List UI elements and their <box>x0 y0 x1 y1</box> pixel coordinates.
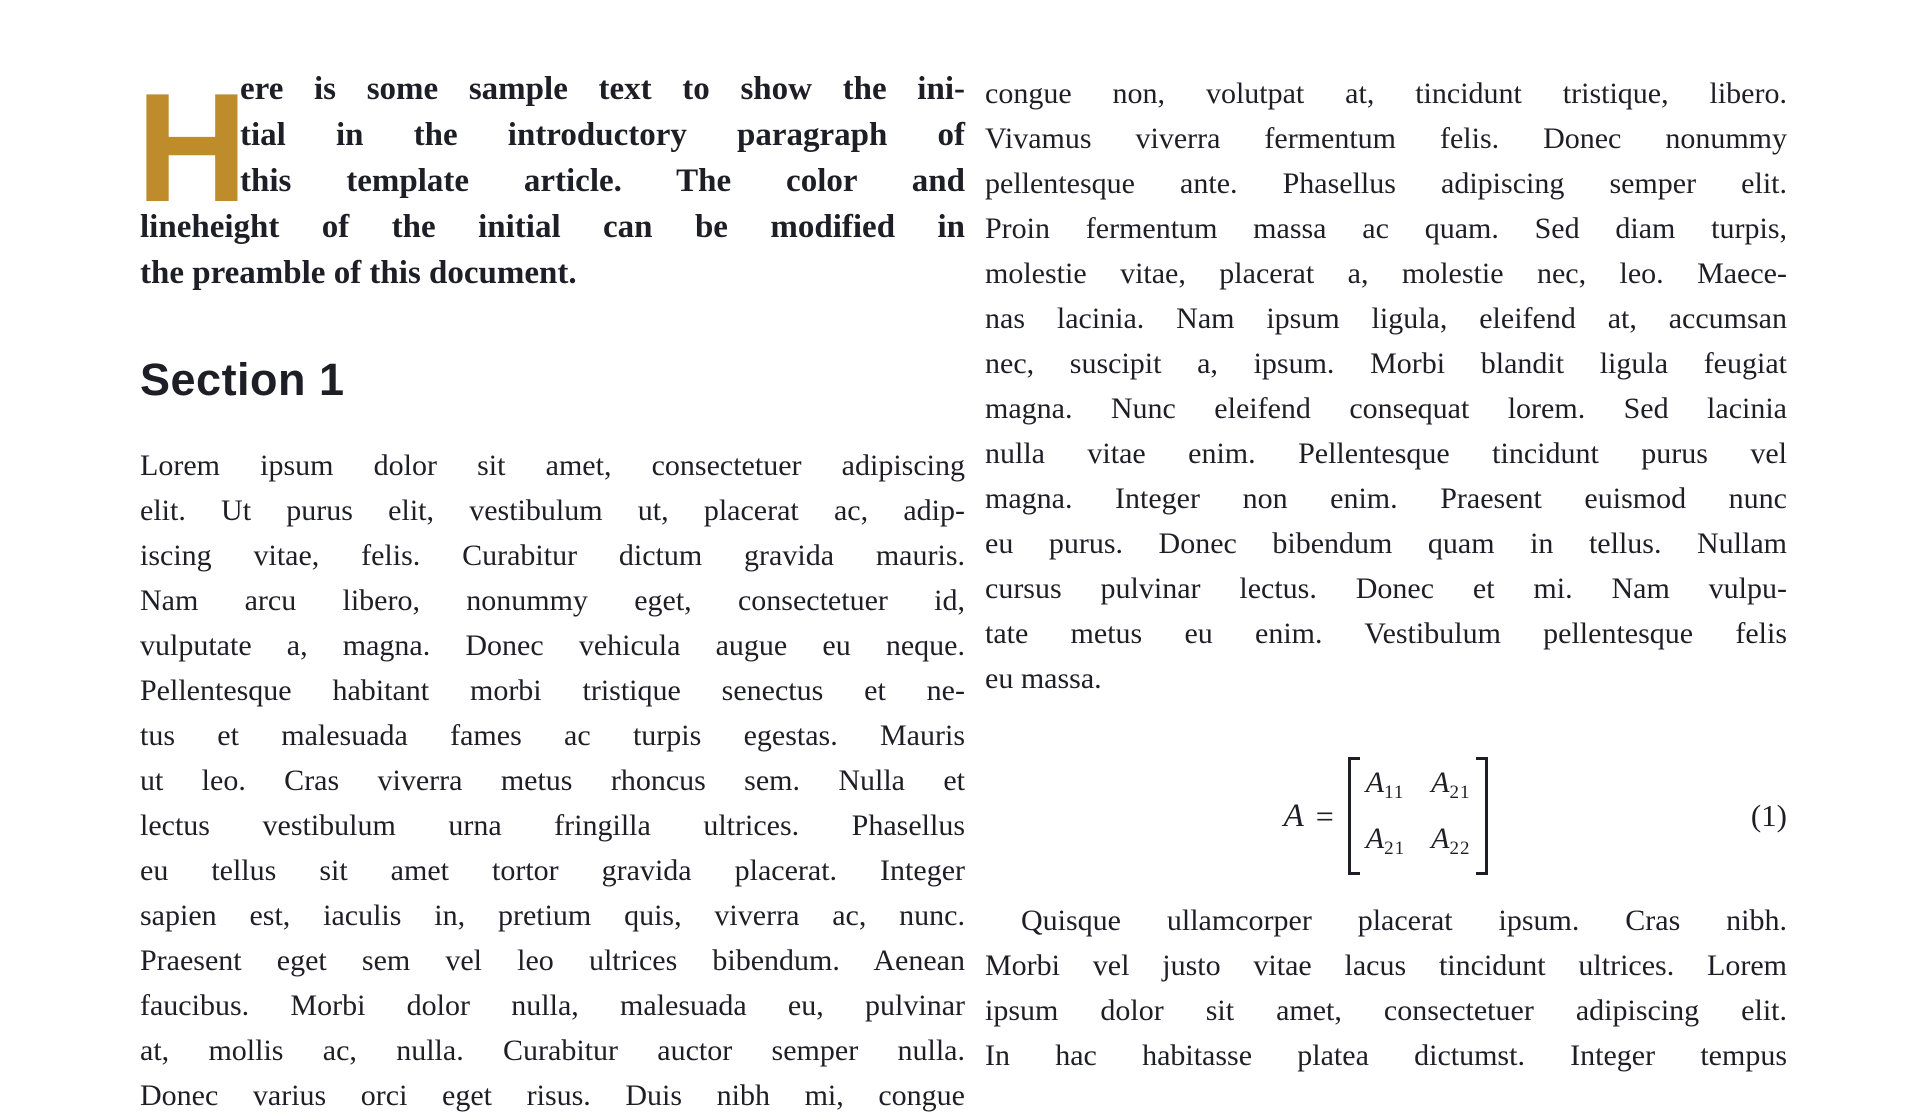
quisque-paragraph <box>985 898 1787 1078</box>
left-column <box>136 0 965 1118</box>
text-line: iscing vitae, felis. Curabitur dictum gravida mauris. <box>140 539 965 572</box>
text-line: at, mollis ac, nulla. Curabitur auctor semper nulla. <box>140 1034 965 1067</box>
right-column <box>985 0 1787 1078</box>
text-line: lineheight of the initial can be modified in <box>140 209 965 245</box>
continued-paragraph <box>985 71 1787 701</box>
text-line: elit. Ut purus elit, vestibulum ut, placerat ac, adip- <box>140 494 965 527</box>
text-line-cutoff: Donec varius orci eget risus. Duis nibh mi, congue <box>140 1079 965 1112</box>
text-line: nas lacinia. Nam ipsum ligula, eleifend at, accumsan <box>985 302 1787 335</box>
equation-number: (1) <box>1750 798 1787 833</box>
text-line: lectus vestibulum urna fringilla ultrices. Phasellus <box>140 809 965 842</box>
matrix-cell: $A_{11}$ <box>1365 766 1405 803</box>
text-line: eu tellus sit amet tortor gravida placerat. Integer <box>140 854 965 887</box>
text-line: Quisque ullamcorper placerat ipsum. Cras nibh. <box>1021 904 1787 937</box>
equation <box>985 761 1787 871</box>
text-line: magna. Nunc eleifend consequat lorem. Sed lacinia <box>985 392 1787 425</box>
text-line: the preamble of this document. <box>140 255 577 291</box>
text-line: ipsum dolor sit amet, consectetuer adipiscing elit. <box>985 994 1787 1027</box>
text-line: magna. Integer non enim. Praesent euismod nunc <box>985 482 1787 515</box>
text-line: Proin fermentum massa ac quam. Sed diam turpis, <box>985 212 1787 245</box>
text-line: molestie vitae, placerat a, molestie nec, leo. Maece- <box>985 257 1787 290</box>
equals-sign: = <box>1315 797 1334 834</box>
text-line: cursus pulvinar lectus. Donec et mi. Nam vulpu- <box>985 572 1787 605</box>
text-line: Praesent eget sem vel leo ultrices bibendum. Aenean <box>140 944 965 977</box>
matrix <box>1348 757 1489 875</box>
text-line: nec, suscipit a, ipsum. Morbi blandit ligula feugiat <box>985 347 1787 380</box>
matrix-bracket-right <box>1476 757 1488 875</box>
text-line: sapien est, iaculis in, pretium quis, viverra ac, nunc. <box>140 899 965 932</box>
text-line: tate metus eu enim. Vestibulum pellentesque felis <box>985 617 1787 650</box>
text-line: Nam arcu libero, nonummy eget, consectetuer id, <box>140 584 965 617</box>
text-line: pellentesque ante. Phasellus adipiscing semper elit. <box>985 167 1787 200</box>
text-line: Lorem ipsum dolor sit amet, consectetuer adipiscing <box>140 449 965 482</box>
text-line: In hac habitasse platea dictumst. Integer tempus <box>985 1039 1787 1072</box>
text-line: this template article. The color and <box>240 163 965 199</box>
text-line: tus et malesuada fames ac turpis egestas. Mauris <box>140 719 965 752</box>
text-line: congue non, volutpat at, tincidunt tristique, libero. <box>985 77 1787 110</box>
matrix-cell: $A_{22}$ <box>1431 822 1471 859</box>
text-line: eu massa. <box>985 662 1102 695</box>
section1-paragraph <box>140 443 965 1118</box>
matrix-cell: $A_{21}$ <box>1365 822 1406 859</box>
text-line: faucibus. Morbi dolor nulla, malesuada eu, pulvinar <box>140 989 965 1022</box>
equation-lhs: A <box>1283 797 1304 834</box>
text-line: Vivamus viverra fermentum felis. Donec nonummy <box>985 122 1787 155</box>
text-line: ut leo. Cras viverra metus rhoncus sem. Nulla et <box>140 764 965 797</box>
matrix-cell: $A_{21}$ <box>1431 766 1471 803</box>
matrix-grid <box>1360 757 1477 875</box>
drop-cap: H <box>136 61 246 234</box>
text-line: ere is some sample text to show the ini- <box>240 71 965 107</box>
matrix-bracket-left <box>1348 757 1360 875</box>
section-heading: Section 1 <box>140 354 345 405</box>
text-line: tial in the introductory paragraph of <box>240 117 965 153</box>
intro-paragraph <box>136 61 965 296</box>
text-line: eu purus. Donec bibendum quam in tellus. Nullam <box>985 527 1787 560</box>
text-line: Pellentesque habitant morbi tristique senectus et ne- <box>140 674 965 707</box>
text-line: Morbi vel justo vitae lacus tincidunt ultrices. Lorem <box>985 949 1787 982</box>
text-line: vulputate a, magna. Donec vehicula augue eu neque. <box>140 629 965 662</box>
text-line: nulla vitae enim. Pellentesque tincidunt purus vel <box>985 437 1787 470</box>
